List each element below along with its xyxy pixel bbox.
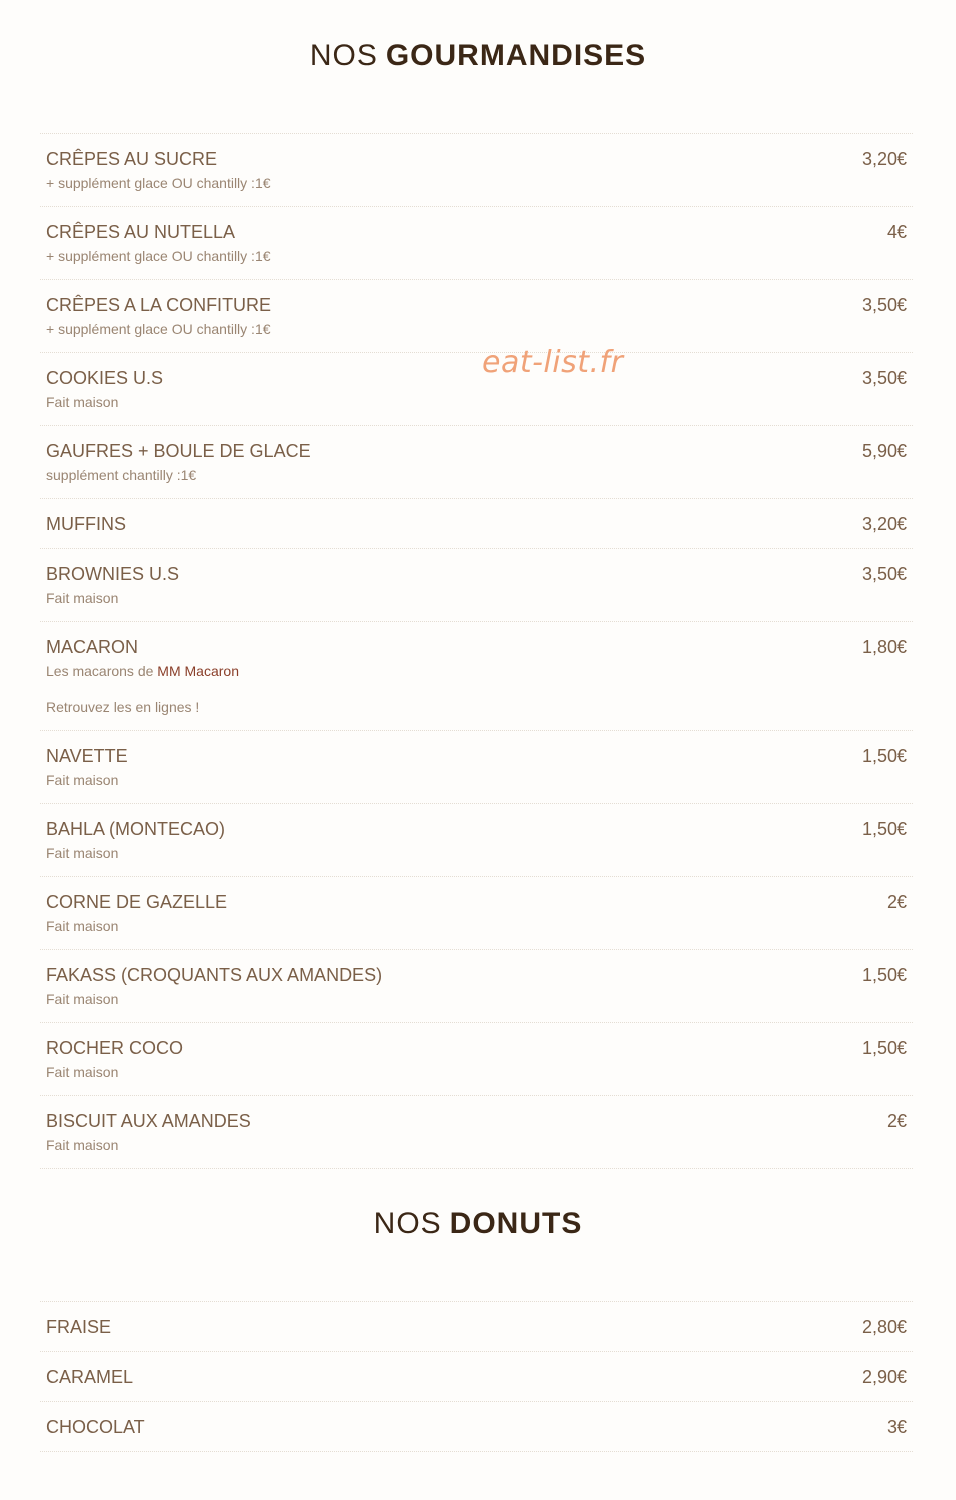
menu-item-head [46, 440, 907, 462]
menu-item-head [46, 636, 907, 658]
menu-list-donuts [40, 1301, 913, 1452]
menu-item-description-text: Fait maison [46, 991, 119, 1007]
menu-item-price: 3,50€ [861, 368, 907, 388]
menu-item-description [46, 916, 907, 936]
menu-item-name: COOKIES U.S [46, 368, 164, 388]
menu-item-head [46, 1416, 907, 1438]
menu-item-name: BAHLA (MONTECAO) [46, 819, 226, 839]
menu-item-head [46, 745, 907, 767]
menu-item-name: CARAMEL [46, 1367, 134, 1387]
menu-item-head [46, 563, 907, 585]
menu-item-price: 5,90€ [861, 441, 907, 461]
menu-item-name: FRAISE [46, 1317, 112, 1337]
menu-item [40, 804, 913, 877]
menu-item-description-text: Fait maison [46, 845, 119, 861]
menu-item-head [46, 1316, 907, 1338]
menu-item-name: CRÊPES AU SUCRE [46, 149, 218, 169]
menu-item-name: GAUFRES + BOULE DE GLACE [46, 441, 311, 461]
menu-item-name: ROCHER COCO [46, 1038, 184, 1058]
menu-item-price: 4€ [886, 222, 907, 242]
menu-item [40, 877, 913, 950]
menu-item-price: 3,50€ [861, 564, 907, 584]
menu-item-name: CRÊPES A LA CONFITURE [46, 295, 272, 315]
menu-item-name: BROWNIES U.S [46, 564, 180, 584]
menu-item-head [46, 294, 907, 316]
menu-item-description-text: Fait maison [46, 1137, 119, 1153]
menu-item-description-text: Fait maison [46, 1064, 119, 1080]
menu-item-price: 1,50€ [861, 746, 907, 766]
menu-item-price: 1,50€ [861, 1038, 907, 1058]
menu-item-head [46, 148, 907, 170]
menu-item-name: MUFFINS [46, 514, 126, 534]
menu-item [40, 1302, 913, 1352]
menu-item-head [46, 367, 907, 389]
menu-item-description [46, 588, 907, 608]
menu-item-name: CORNE DE GAZELLE [46, 892, 228, 912]
menu-item-name: NAVETTE [46, 746, 128, 766]
menu-item-description-text: + supplément glace OU chantilly :1€ [46, 321, 271, 337]
menu-item-head [46, 1366, 907, 1388]
menu-item-description [46, 843, 907, 863]
menu-item-description-text: Les macarons de [46, 663, 158, 679]
menu-item-description [46, 661, 907, 681]
menu-item-description-text: Fait maison [46, 394, 119, 410]
menu-item-description-text: supplément chantilly :1€ [46, 467, 197, 483]
menu-item-name: FAKASS (CROQUANTS AUX AMANDES) [46, 965, 383, 985]
menu-item [40, 622, 913, 731]
menu-item-description [46, 173, 907, 193]
section-title-light: NOS [373, 1207, 442, 1240]
menu-item-head [46, 1037, 907, 1059]
menu-item-description-text: + supplément glace OU chantilly :1€ [46, 248, 271, 264]
menu-item-price: 1,80€ [861, 637, 907, 657]
menu-item-head [46, 964, 907, 986]
menu-list-gourmandises [40, 133, 913, 1169]
menu-item [40, 950, 913, 1023]
menu-item-description [46, 392, 907, 412]
mm-macaron-link[interactable]: MM Macaron [157, 663, 239, 679]
watermark: eat-list.fr [482, 345, 624, 380]
menu-item [40, 731, 913, 804]
menu-item-name: MACARON [46, 637, 139, 657]
menu-item-description [46, 465, 907, 485]
menu-item-price: 3,20€ [861, 149, 907, 169]
menu-item-price: 3,20€ [861, 514, 907, 534]
menu-item [40, 1352, 913, 1402]
menu-item [40, 353, 913, 426]
menu-item-description [46, 1062, 907, 1082]
menu-item [40, 1096, 913, 1169]
menu-item-head [46, 1110, 907, 1132]
menu-item-price: 2,90€ [861, 1367, 907, 1387]
menu-item-description [46, 1135, 907, 1155]
menu-item-description [46, 319, 907, 339]
menu-item-price: 1,50€ [861, 965, 907, 985]
section-title-gourmandises [0, 38, 956, 74]
menu-item-price: 2€ [886, 1111, 907, 1131]
section-title-bold: DONUTS [449, 1207, 583, 1240]
menu-item-description [46, 989, 907, 1009]
menu-item-price: 2,80€ [861, 1317, 907, 1337]
menu-item [40, 1023, 913, 1096]
menu-item-description-text: + supplément glace OU chantilly :1€ [46, 175, 271, 191]
menu-item-description-text: Fait maison [46, 590, 119, 606]
menu-item [40, 549, 913, 622]
menu-item-head [46, 818, 907, 840]
menu-item-price: 3,50€ [861, 295, 907, 315]
menu-item [40, 207, 913, 280]
menu-item-name: CRÊPES AU NUTELLA [46, 222, 236, 242]
menu-item-description [46, 770, 907, 790]
menu-item-head [46, 891, 907, 913]
menu-item-price: 3€ [886, 1417, 907, 1437]
section-title-donuts [0, 1206, 956, 1242]
menu-item-description [46, 246, 907, 266]
menu-item [40, 499, 913, 549]
menu-item-price: 2€ [886, 892, 907, 912]
section-title-light: NOS [309, 39, 378, 72]
menu-item-description-text: Fait maison [46, 772, 119, 788]
menu-item-head [46, 221, 907, 243]
menu-item-head [46, 513, 907, 535]
menu-item [40, 426, 913, 499]
menu-item-name: BISCUIT AUX AMANDES [46, 1111, 251, 1131]
menu-item-price: 1,50€ [861, 819, 907, 839]
menu-item [40, 1402, 913, 1452]
section-title-bold: GOURMANDISES [385, 39, 647, 72]
menu-item-name: CHOCOLAT [46, 1417, 145, 1437]
menu-item [40, 134, 913, 207]
menu-item-description-text: Fait maison [46, 918, 119, 934]
menu-item [40, 280, 913, 353]
menu-item-extra-note: Retrouvez les en lignes ! [46, 699, 200, 715]
